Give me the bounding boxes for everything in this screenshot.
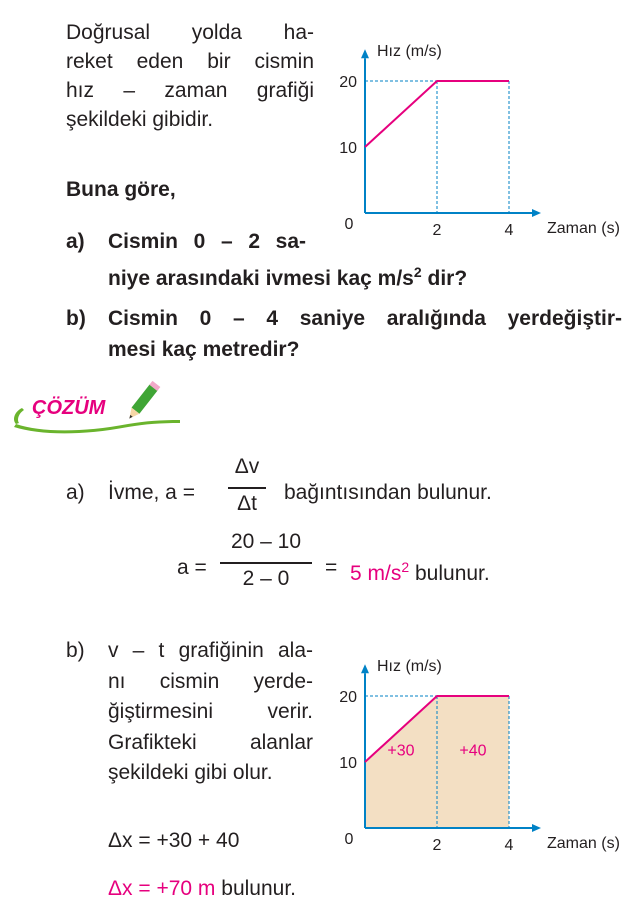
buna-gore: Buna göre, xyxy=(66,178,176,201)
question-b-line1: Cismin 0 – 4 saniye aralığında yerdeğiştir- xyxy=(108,307,622,330)
question-a-line1: Cismin 0 – 2 sa- xyxy=(108,230,306,253)
y-axis-title: Hız (m/s) xyxy=(377,658,442,676)
solution-a-result: 5 $m/s^2$ bulunur. xyxy=(350,559,490,585)
cozum-title: ÇÖZÜM xyxy=(32,397,106,419)
cozum-banner xyxy=(10,378,200,440)
intro-line: reket eden bir cismin xyxy=(66,50,314,73)
question-b-line2: mesi kaç metredir? xyxy=(108,338,300,361)
displacement-result: Δx = +70 m bulunur. xyxy=(108,877,296,900)
solution-a-text: İvme, a = xyxy=(108,481,195,504)
question-a-line2: niye arasındaki ivmesi kaç $m/s^2$ dir? xyxy=(108,264,468,290)
displacement-sum: Δx = +30 + 40 xyxy=(108,829,240,852)
area-label: +40 xyxy=(459,742,487,760)
y-tick-label: 20 xyxy=(339,74,357,91)
fraction-den: Δt xyxy=(237,492,257,515)
velocity-time-area-chart xyxy=(320,625,630,860)
intro-line: şekildeki gibidir. xyxy=(66,108,214,131)
banner-swoosh-left xyxy=(14,408,24,424)
a-equals: a = xyxy=(177,556,207,579)
banner-swoosh xyxy=(14,420,180,433)
velocity-time-chart xyxy=(320,10,630,245)
pencil-icon xyxy=(125,381,160,422)
x-tick-label: 2 xyxy=(432,222,442,239)
y-axis-arrow xyxy=(361,49,369,58)
y-tick-label: 10 xyxy=(339,140,357,157)
solution-a-label: a) xyxy=(66,481,85,504)
x-tick-label: 4 xyxy=(504,222,514,239)
x-axis-arrow xyxy=(532,209,541,217)
y-tick-label: 20 xyxy=(339,689,357,706)
fraction-num: 20 – 10 xyxy=(230,530,302,553)
fraction-den: 2 – 0 xyxy=(242,567,290,590)
x-axis-arrow xyxy=(532,824,541,832)
question-a-label: a) xyxy=(66,230,85,253)
fraction-num: Δv xyxy=(234,455,260,478)
intro-line: Doğrusal yolda ha- xyxy=(66,21,314,44)
equals-sign: = xyxy=(325,556,338,579)
x-axis-title: Zaman (s) xyxy=(547,835,620,852)
solution-b-label: b) xyxy=(66,639,85,662)
intro-text xyxy=(66,18,314,134)
origin-label: 0 xyxy=(344,216,354,233)
area-label: +30 xyxy=(387,742,415,760)
fraction-calc xyxy=(220,530,312,594)
y-axis-title: Hız (m/s) xyxy=(377,43,442,61)
intro-line: hız – zaman grafiği xyxy=(66,79,314,102)
x-tick-label: 4 xyxy=(504,837,514,854)
solution-b-text: v – t grafiğinin ala- nı cismin yerde- ğiştirmesini verir. Grafikteki alanlar şekildeki gibi olur. xyxy=(108,639,313,784)
solution-a-text-post: bağıntısından bulunur. xyxy=(284,481,492,504)
x-axis-title: Zaman (s) xyxy=(547,220,620,237)
x-tick-label: 2 xyxy=(432,837,442,854)
y-axis-arrow xyxy=(361,664,369,673)
origin-label: 0 xyxy=(344,831,354,848)
fraction-dv-dt xyxy=(228,455,266,519)
y-tick-label: 10 xyxy=(339,755,357,772)
question-b-label: b) xyxy=(66,307,86,330)
